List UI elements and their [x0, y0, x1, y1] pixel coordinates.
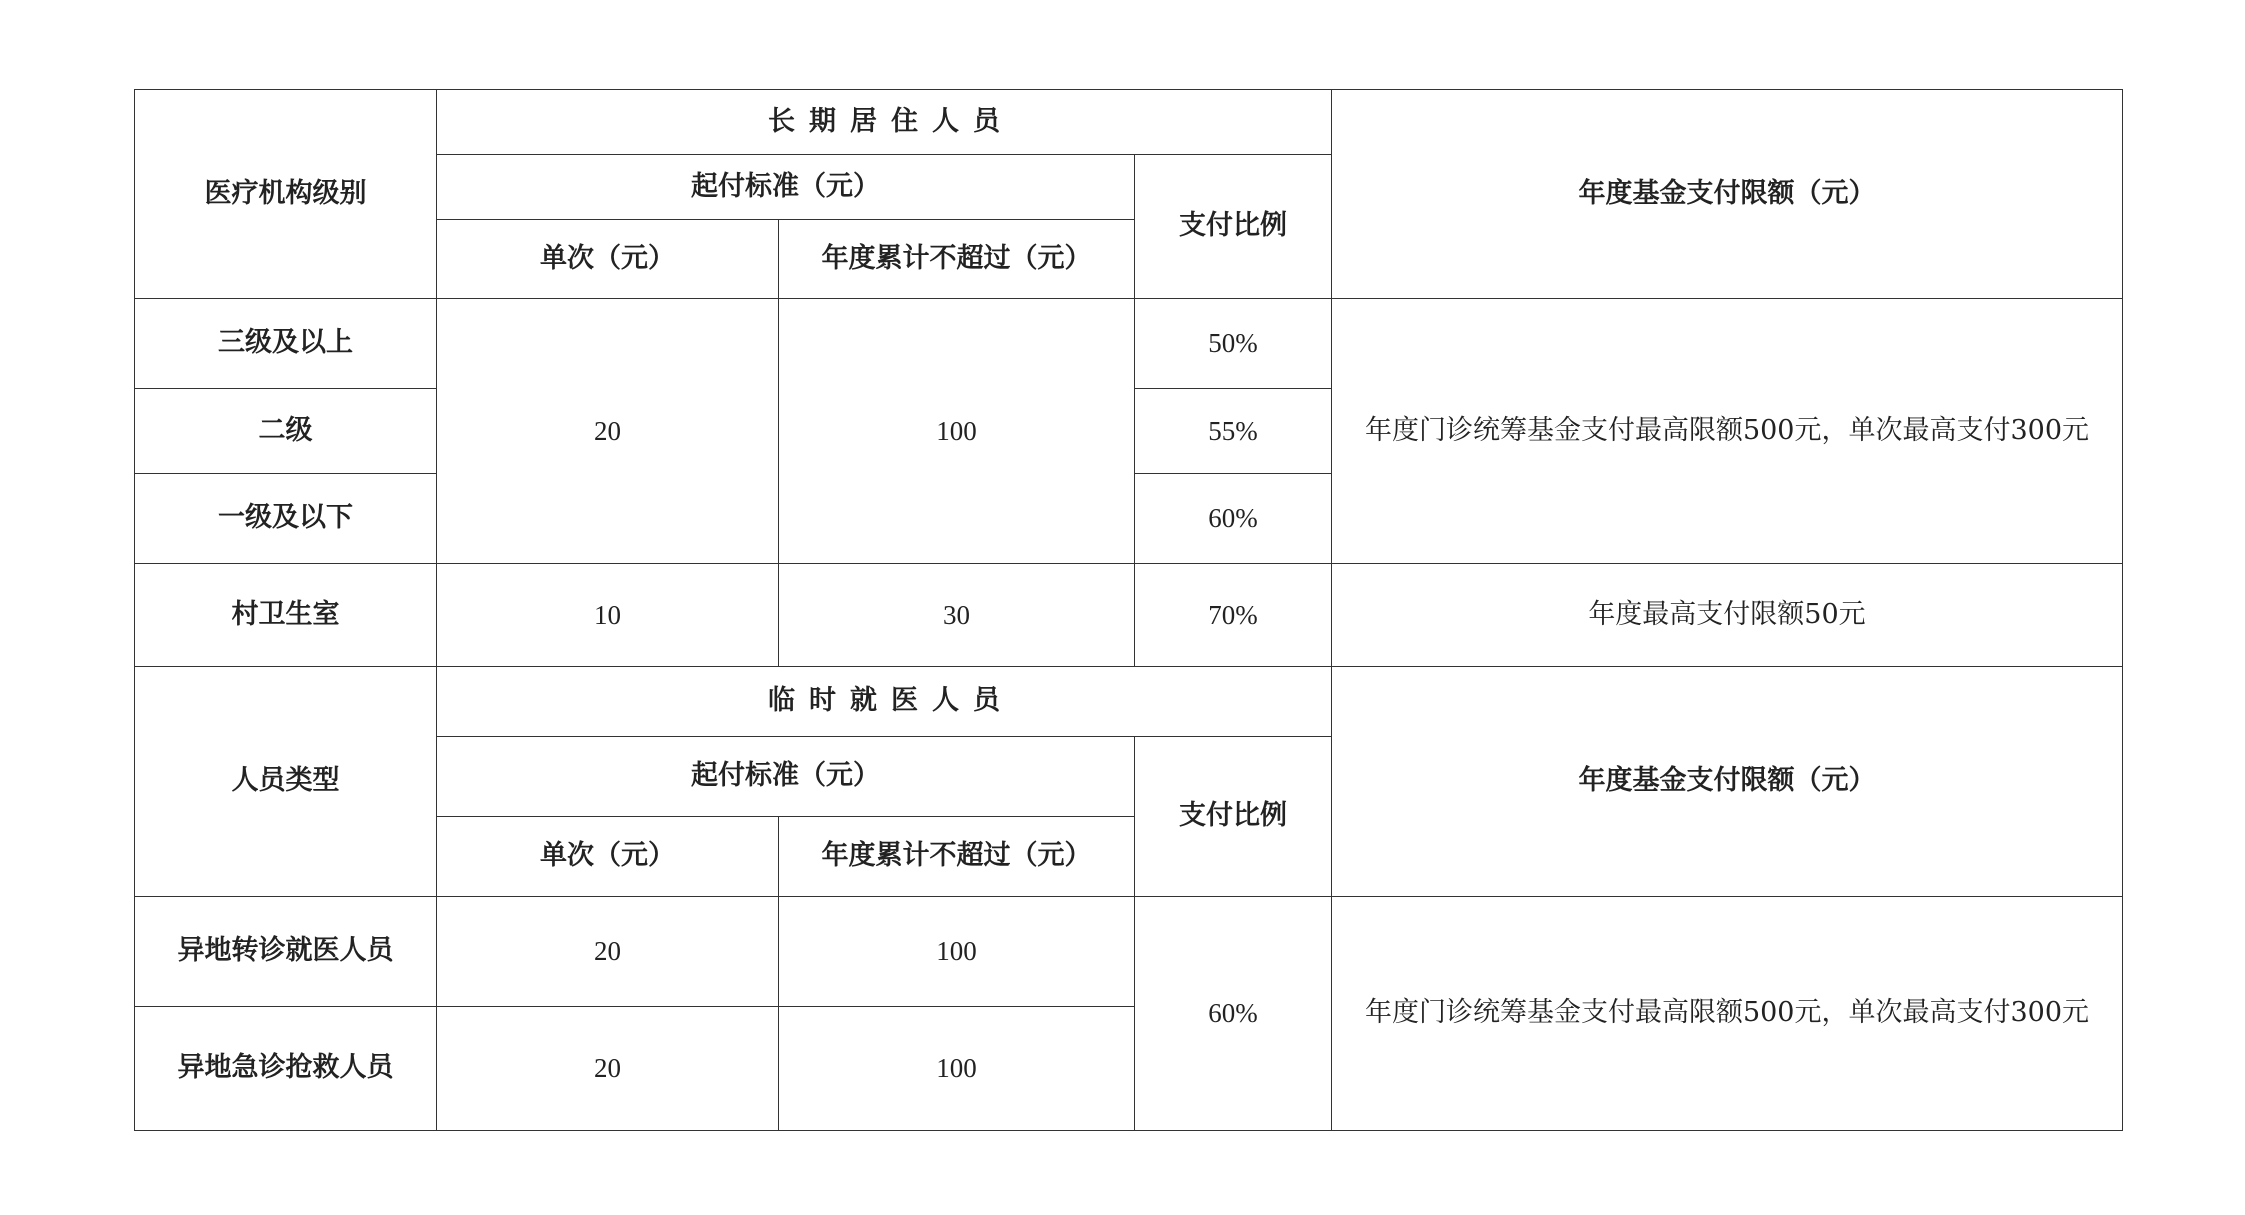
single-charge-cell: 20	[437, 299, 779, 564]
col-ratio-header: 支付比例	[1135, 737, 1332, 897]
single-charge-cell: 20	[437, 1007, 779, 1131]
level-cell: 一级及以下	[135, 474, 437, 564]
long-term-header-row-1	[135, 90, 2123, 155]
ratio-cell: 70%	[1135, 564, 1332, 667]
col-single-header: 单次（元）	[437, 817, 779, 897]
person-type-cell: 异地转诊就医人员	[135, 897, 437, 1007]
ratio-cell: 50%	[1135, 299, 1332, 389]
level-cell: 二级	[135, 389, 437, 474]
annual-cap-cell: 100	[779, 897, 1135, 1007]
level-cell: 三级及以上	[135, 299, 437, 389]
col-ratio-header: 支付比例	[1135, 155, 1332, 299]
fund-limit-cell: 年度门诊统筹基金支付最高限额500元，单次最高支付300元	[1332, 299, 2123, 564]
person-type-cell: 异地急诊抢救人员	[135, 1007, 437, 1131]
ratio-cell: 55%	[1135, 389, 1332, 474]
col-annual-cap-header: 年度累计不超过（元）	[779, 220, 1135, 299]
ratio-cell: 60%	[1135, 897, 1332, 1131]
table-row	[135, 299, 2123, 389]
col-person-type-header: 人员类型	[135, 667, 437, 897]
temporary-header-row-1	[135, 667, 2123, 737]
table-row	[135, 564, 2123, 667]
annual-cap-cell: 100	[779, 299, 1135, 564]
start-standard-header: 起付标准（元）	[437, 737, 1135, 817]
single-charge-cell: 20	[437, 897, 779, 1007]
fund-limit-cell: 年度门诊统筹基金支付最高限额500元，单次最高支付300元	[1332, 897, 2123, 1131]
annual-cap-cell: 30	[779, 564, 1135, 667]
table-row	[135, 897, 2123, 1007]
start-standard-header: 起付标准（元）	[437, 155, 1135, 220]
medical-benefits-table	[134, 89, 2123, 1131]
long-term-section-title: 长期居住人员	[437, 90, 1332, 155]
ratio-cell: 60%	[1135, 474, 1332, 564]
col-fund-limit-header: 年度基金支付限额（元）	[1332, 90, 2123, 299]
col-annual-cap-header: 年度累计不超过（元）	[779, 817, 1135, 897]
level-cell: 村卫生室	[135, 564, 437, 667]
col-single-header: 单次（元）	[437, 220, 779, 299]
single-charge-cell: 10	[437, 564, 779, 667]
annual-cap-cell: 100	[779, 1007, 1135, 1131]
col-institution-level-header: 医疗机构级别	[135, 90, 437, 299]
col-fund-limit-header: 年度基金支付限额（元）	[1332, 667, 2123, 897]
fund-limit-cell: 年度最高支付限额50元	[1332, 564, 2123, 667]
temporary-section-title: 临时就医人员	[437, 667, 1332, 737]
